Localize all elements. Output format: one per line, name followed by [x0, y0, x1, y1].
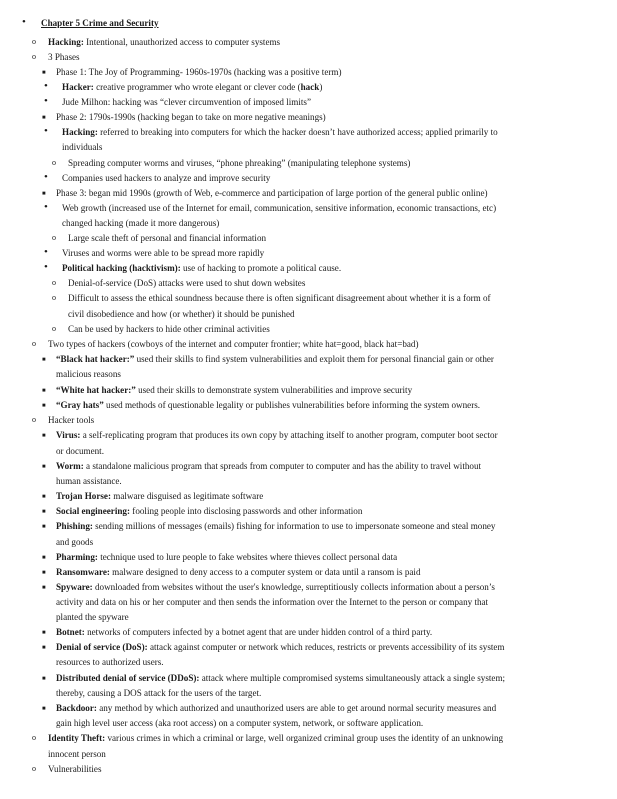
document-line	[56, 702, 496, 714]
term-label: Virus:	[56, 430, 81, 440]
line-text: Phase 2: 1790s-1990s (hacking began to take on more negative meanings)	[56, 112, 326, 122]
square-bullet-icon	[42, 110, 46, 124]
line-text: malicious reasons	[56, 369, 121, 379]
square-bullet-icon	[42, 671, 46, 685]
document-line	[56, 551, 397, 563]
term-label: Ransomware:	[56, 567, 110, 577]
document-line	[56, 566, 421, 578]
document-line	[48, 763, 102, 775]
circle-bullet-icon	[52, 231, 56, 244]
term-label: hack	[300, 82, 320, 92]
document-line	[48, 748, 106, 760]
line-text: any method by which authorized and unauthorized users are able to get around normal security measures and	[96, 703, 497, 713]
line-text: Viruses and worms were able to be spread more rapidly	[62, 248, 265, 258]
line-text: Phase 1: The Joy of Programming- 1960s-1970s (hacking was a positive term)	[56, 67, 342, 77]
line-text: malware designed to deny access to a computer system or data until a ransom is paid	[109, 567, 421, 577]
square-bullet-icon	[42, 489, 46, 503]
term-label: Identity Theft:	[48, 733, 106, 743]
line-text: a standalone malicious program that spreads from computer to computer and has the ability to travel without	[83, 461, 482, 471]
line-text: Spreading computer worms and viruses, “phone phreaking” (manipulating telephone systems)	[68, 158, 411, 168]
circle-bullet-icon	[52, 291, 56, 304]
line-text: Two types of hackers (cowboys of the internet and computer frontier; white hat=good, black hat=bad)	[48, 339, 419, 349]
document-line	[68, 277, 305, 289]
line-text: used their skills to demonstrate system vulnerabilities and improve security	[135, 385, 413, 395]
line-text: used methods of questionable legality or publishes vulnerabilities before informing the system owners.	[103, 400, 481, 410]
line-text: Hacker tools	[48, 415, 95, 425]
document-line	[56, 687, 261, 699]
line-text: Vulnerabilities	[48, 764, 102, 774]
line-text: downloaded from websites without the user's knowledge, surreptitiously collects information about a person’s	[92, 582, 495, 592]
document-line	[56, 672, 505, 684]
term-label: Denial of service (DoS):	[56, 642, 148, 652]
line-text: thereby, causing a DOS attack for the users of the target.	[56, 688, 262, 698]
document-line	[56, 626, 432, 638]
document-line	[62, 247, 264, 259]
circle-bullet-icon	[32, 731, 36, 744]
square-bullet-icon	[42, 580, 46, 594]
square-bullet-icon	[42, 459, 46, 473]
line-text: fooling people into disclosing passwords and other information	[130, 506, 363, 516]
disc-bullet-icon	[44, 80, 48, 92]
document-line	[56, 656, 164, 668]
line-text: activity and data on his or her computer and then sends the information over the Internet to the person or company that	[56, 597, 489, 607]
document-line	[62, 81, 322, 93]
document-line	[56, 111, 326, 123]
line-text: technique used to lure people to fake websites where thieves collect personal data	[97, 552, 398, 562]
square-bullet-icon	[42, 398, 46, 412]
line-text: creative programmer who wrote elegant or clever code (	[93, 82, 301, 92]
term-label: Backdoor:	[56, 703, 97, 713]
disc-bullet-icon	[44, 246, 48, 258]
line-text: Intentional, unauthorized access to computer systems	[83, 37, 281, 47]
line-text: a self-replicating program that produces its own copy by attaching itself to another program, computer boot sector	[80, 430, 498, 440]
line-text: attack where multiple compromised systems simultaneously attack a single system;	[199, 673, 506, 683]
document-line	[56, 399, 480, 411]
line-text: Can be used by hackers to hide other criminal activities	[68, 324, 270, 334]
document-line	[62, 217, 219, 229]
term-label: Distributed denial of service (DDoS):	[56, 673, 200, 683]
document-line	[56, 520, 495, 532]
document-line	[48, 414, 94, 426]
line-text: Denial-of-service (DoS) attacks were used to shut down websites	[68, 278, 306, 288]
circle-bullet-icon	[32, 50, 36, 63]
document-line	[56, 187, 488, 199]
document-line	[56, 368, 121, 380]
square-bullet-icon	[42, 65, 46, 79]
document-line	[48, 732, 503, 744]
square-bullet-icon	[42, 625, 46, 639]
line-text: Companies used hackers to analyze and improve security	[62, 173, 271, 183]
line-text: and goods	[56, 537, 94, 547]
line-text: or document.	[56, 446, 104, 456]
line-text: innocent person	[48, 749, 106, 759]
line-text: changed hacking (made it more dangerous)	[62, 218, 220, 228]
square-bullet-icon	[42, 519, 46, 533]
term-label: Trojan Horse:	[56, 491, 111, 501]
document-line	[62, 96, 311, 108]
disc-bullet-icon	[44, 95, 48, 107]
line-text: 3 Phases	[48, 52, 80, 62]
line-text: Jude Milhon: hacking was “clever circumvention of imposed limits”	[62, 97, 312, 107]
term-label: “White hat hacker:”	[56, 385, 136, 395]
square-bullet-icon	[42, 428, 46, 442]
document-line	[56, 641, 505, 653]
circle-bullet-icon	[32, 35, 36, 48]
line-text: networks of computers infected by a botnet agent that are under hidden control of a third party.	[84, 627, 433, 637]
document-line	[68, 157, 410, 169]
document-line	[62, 141, 102, 153]
term-label: Hacking:	[62, 127, 98, 137]
line-text: gain high level user access (aka root access) on a computer system, network, or software application.	[56, 718, 424, 728]
term-label: Phishing:	[56, 521, 93, 531]
document-line	[68, 292, 491, 304]
line-text: used their skills to find system vulnerabilities and exploit them for personal financial gain or other	[134, 354, 494, 364]
term-label: “Gray hats”	[56, 400, 104, 410]
document-line	[56, 429, 498, 441]
term-label: Botnet:	[56, 627, 85, 637]
circle-bullet-icon	[32, 762, 36, 775]
square-bullet-icon	[42, 352, 46, 366]
disc-bullet-icon	[44, 171, 48, 183]
document-line	[56, 66, 341, 78]
term-label: Political hacking (hacktivism):	[62, 263, 181, 273]
disc-bullet-icon	[44, 125, 48, 137]
square-bullet-icon	[42, 504, 46, 518]
line-text: individuals	[62, 142, 103, 152]
document-line	[48, 36, 280, 48]
document-line	[62, 202, 496, 214]
document-line	[56, 490, 263, 502]
square-bullet-icon	[42, 640, 46, 654]
disc-bullet-icon	[44, 261, 48, 273]
term-label: Hacking:	[48, 37, 84, 47]
square-bullet-icon	[42, 186, 46, 200]
line-text: human assistance.	[56, 476, 122, 486]
document-line	[56, 581, 495, 593]
term-label: Worm:	[56, 461, 84, 471]
document-line	[56, 717, 423, 729]
line-text: various crimes in which a criminal or large, well organized criminal group uses the identity of an unknowing	[105, 733, 504, 743]
line-text: attack against computer or network which reduces, restricts or prevents accessibility of its system	[147, 642, 505, 652]
line-text: )	[319, 82, 323, 92]
line-text: civil disobedience and how (or whether) it should be punished	[68, 309, 295, 319]
disc-bullet-icon	[22, 16, 26, 28]
line-text: Large scale theft of personal and financial information	[68, 233, 267, 243]
document-line	[56, 475, 122, 487]
document-line	[56, 505, 362, 517]
line-text: sending millions of messages (emails) fishing for information to use to impersonate someone and steal money	[92, 521, 496, 531]
term-label: Chapter 5 Crime and Security	[41, 18, 159, 28]
document-line	[56, 596, 488, 608]
document-line	[56, 611, 129, 623]
line-text: Web growth (increased use of the Internet for email, communication, sensitive information, economic transactions, etc)	[62, 203, 497, 213]
line-text: planted the spyware	[56, 612, 129, 622]
circle-bullet-icon	[32, 413, 36, 426]
square-bullet-icon	[42, 550, 46, 564]
circle-bullet-icon	[52, 276, 56, 289]
document-line	[48, 51, 80, 63]
term-label: Hacker:	[62, 82, 94, 92]
document-line	[62, 172, 270, 184]
circle-bullet-icon	[52, 322, 56, 335]
document-line	[56, 445, 104, 457]
document-line	[56, 536, 93, 548]
document-line	[56, 384, 412, 396]
document-line	[56, 353, 494, 365]
term-label: Pharming:	[56, 552, 98, 562]
square-bullet-icon	[42, 565, 46, 579]
disc-bullet-icon	[44, 201, 48, 213]
document-line	[62, 126, 498, 138]
line-text: Difficult to assess the ethical soundness because there is often significant disagreement about whether it is a form of	[68, 293, 491, 303]
document-line	[41, 17, 159, 29]
circle-bullet-icon	[32, 337, 36, 350]
document-line	[48, 338, 418, 350]
line-text: malware disguised as legitimate software	[110, 491, 264, 501]
document-line	[56, 460, 481, 472]
line-text: use of hacking to promote a political cause.	[180, 263, 342, 273]
line-text: referred to breaking into computers for which the hacker doesn’t have authorized access; applied primarily to	[97, 127, 498, 137]
term-label: Social engineering:	[56, 506, 131, 516]
square-bullet-icon	[42, 701, 46, 715]
square-bullet-icon	[42, 383, 46, 397]
document-line	[62, 262, 341, 274]
document-line	[68, 323, 270, 335]
term-label: “Black hat hacker:”	[56, 354, 135, 364]
line-text: Phase 3: began mid 1990s (growth of Web, e-commerce and participation of large portion of the general public online)	[56, 188, 488, 198]
line-text: resources to authorized users.	[56, 657, 164, 667]
term-label: Spyware:	[56, 582, 93, 592]
document-line	[68, 232, 266, 244]
document-line	[68, 308, 295, 320]
circle-bullet-icon	[52, 156, 56, 169]
